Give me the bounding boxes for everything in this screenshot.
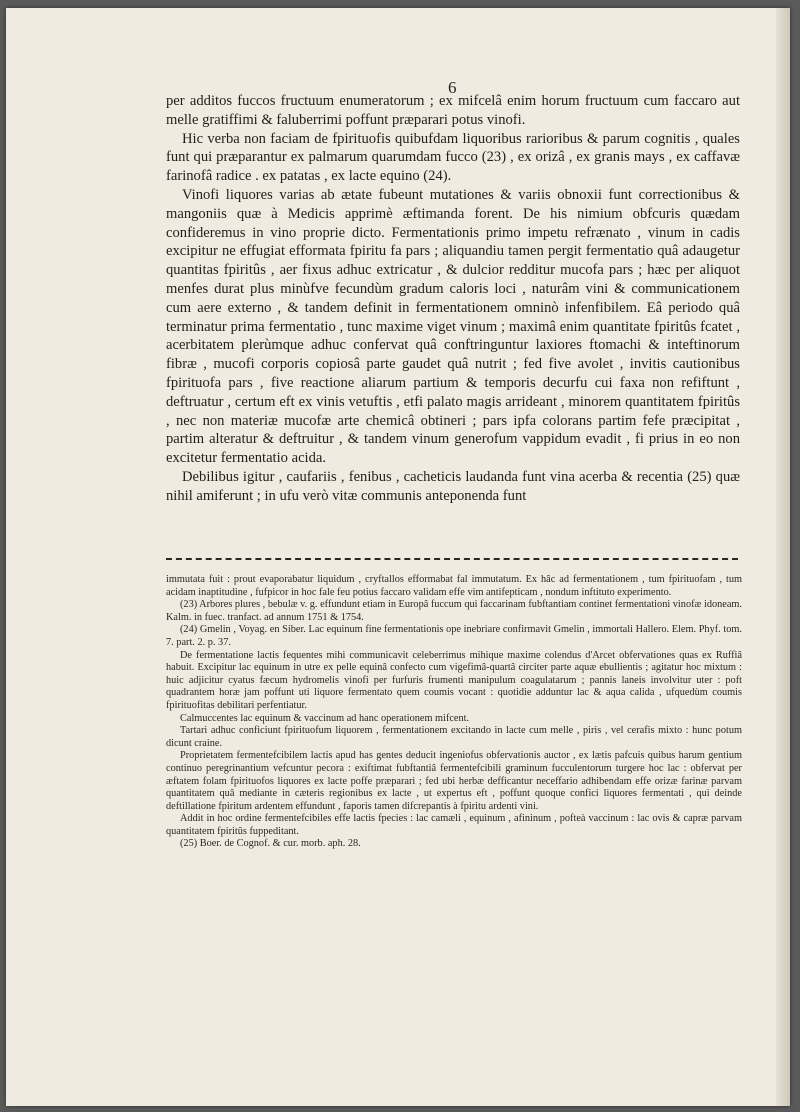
footnote: immutata fuit : prout evaporabatur liquidum , cryftallos efformabat fal immutatum. Ex hâc ad fermentationem , tum fpirituofam , tum acidam inaptitudine , fufpicor in hoc fale feu potius faccaro validam effe vim antifepticam , nondum inftituto experimento. bbox=[166, 574, 742, 598]
page-edge bbox=[776, 8, 790, 1106]
paragraph: per additos fuccos fructuum enumeratorum ; ex mifcelâ enim horum fructuum cum faccaro aut melle gratiffimi & faluberrimi poffunt præparari potus vinofi. bbox=[166, 93, 740, 128]
paragraph: Hic verba non faciam de fpirituofis quibufdam liquoribus rarioribus & parum cognitis , quales funt qui præparantur ex palmarum quarumdam fucco (23) , ex orizâ , ex granis mays , ex caffavæ farinofâ radice . ex patatas , ex lacte equino (24). bbox=[166, 130, 740, 185]
footnote: Tartari adhuc conficiunt fpirituofum liquorem , fermentationem excitando in lacte cum melle , piris , vel cerafis mixto : hunc potum dicunt craine. bbox=[166, 725, 742, 749]
footnote: (25) Boer. de Cognof. & cur. morb. aph. 28. bbox=[180, 838, 361, 850]
footnote: Calmuccentes lac equinum & vaccinum ad hanc operationem mifcent. bbox=[180, 712, 470, 724]
footnote: De fermentatione lactis fequentes mihi communicavit celeberrimus mihique maxime colendus d'Arcet obfervationes quas ex Ruffiâ habuit. Excipitur lac equinum in utre ex pelle equinâ confecto cum vigefimâ-quartâ circiter parte aquæ ebullientis ; agitatur hoc mixtum : huic adjicitur cyatus fæcum hydromelis vinofi per furfuris frumenti manipulum coagulatarum ; pannis laneis involvitur uter : poft quadrantem horæ jam poffunt uti liquore fermentato quem coumis vocant : quotidie adduntur lac & aqua calida , ufquedùm coumis fpirituofitas debilitari perfentiatur. bbox=[166, 649, 742, 711]
footnote-divider bbox=[166, 558, 738, 560]
footnote: (24) Gmelin , Voyag. en Siber. Lac equinum fine fermentationis ope inebriare confirmavit Gmelin , immortali Hallero. Elem. Phyf. tom. 7. part. 2. p. 37. bbox=[166, 624, 742, 648]
book-page bbox=[6, 8, 790, 1106]
page-number: 6 bbox=[448, 78, 457, 97]
paragraph: Debilibus igitur , caufariis , fenibus , cacheticis laudanda funt vina acerba & recentia (25) quæ nihil amiferunt ; in ufu verò vitæ communis anteponenda funt bbox=[166, 468, 740, 504]
footnote: Addit in hoc ordine fermentefcibiles effe lactis fpecies : lac camæli , equinum , afininum , pofteà vaccinum : lac ovis & capræ parvam quantitatem fpiritûs fuppeditant. bbox=[166, 813, 742, 837]
footnotes bbox=[166, 574, 742, 851]
paragraph: Vinofi liquores varias ab ætate fubeunt mutationes & variis obnoxii funt correctionibus & mangoniis quæ à Medicis apprimè æftimanda forent. De his nimium obfcuris quædam confideremus in vino proprie dicto. Fermentationis primo impetu refrænato , vinum in cadis excipitur ne effugiat efformata fpiritu fa pars ; aliquandiu tamen pergit fermentatio quâ adaugetur quantitas fpiritûs , aer fixus adhuc extricatur , & dulcior redditur mucofa pars ; hæc per aliquot menfes durat plus minùfve fecundùm gradum caloris loci , naturâm vini & communicationem cum aere externo , & tandem definit in fermentationem omninò infenfibilem. Eâ periodo quâ terminatur prima fermentatio , tunc maxime viget vinum ; maximâ enim quantitate fpiritûs fcatet , acerbitatem plerùmque adhuc confervat quâ conftringuntur laxiores ftomachi & inteftinorum fibræ , mucofi corporis copiosâ parte gaudet quâ nutrit ; fed five avolet , invitis cautionibus fpirituofa pars , five reactione aliarum partium & temporis decurfu cui faxa non refiftunt , deftruatur , certum eft ex vinis vetuftis , etfi palato magis arrideant , minorem quantitatem fpiritûs , nec non materiæ mucofæ arte chemicâ obtineri ; pars ipfa colorans partim fefe præcipitat , partim alteratur & deftruitur , & tandem vinum generofum vappidum evadit , fi prius in eo non excitetur fermentatio acida. bbox=[166, 186, 740, 467]
footnote: (23) Arbores plures , bebulæ v. g. effundunt etiam in Europâ fuccum qui faccarinam fubftantiam continet fermentationi vinofæ idoneam. Kalm. in fuec. tranfact. ad annum 1751 & 1754. bbox=[166, 599, 742, 623]
footnote: Proprietatem fermentefcibilem lactis apud has gentes deducit ingeniofus obfervationis auctor , ex lætis pafcuis quibus harum gentium continuo peregrinantium vefcuntur pecora : exiftimat fubftantiâ fermentefcibili graminum fucculentorum turgere hoc lac : obfervat per æftatem folam fpirituofos liquores ex lacte poffe præparari ; fed ubi herbæ defficantur neceffario adhibendam effe orizæ farinæ parvam quantitatem quâ mediante in cæteris regionibus ex lacte , ut expertus eft , poffunt quoque confici liquores fermentati , qui deinde deftillatione fpiritum ardentem effundunt , faporis tamen difcrepantis à fpiritu ardenti vini. bbox=[166, 750, 742, 812]
main-text bbox=[166, 92, 740, 506]
